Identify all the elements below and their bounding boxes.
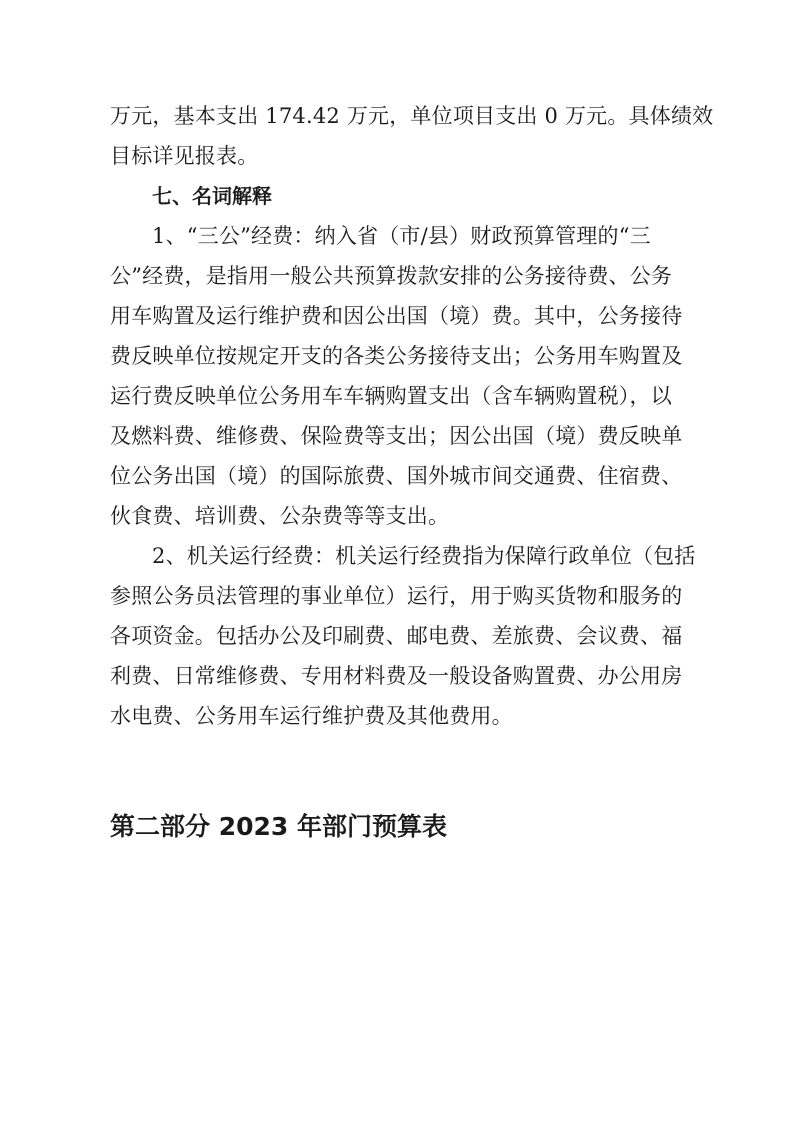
paragraph-line: 伙食费、培训费、公杂费等等支出。 bbox=[110, 504, 450, 528]
paragraph-line: 2、机关运行经费：机关运行经费指为保障行政单位（包括 bbox=[152, 544, 696, 568]
paragraph-line: 万元，基本支出 174.42 万元，单位项目支出 0 万元。具体绩效 bbox=[110, 104, 714, 128]
paragraph-line: 位公务出国（境）的国际旅费、国外城市间交通费、住宿费、 bbox=[110, 464, 683, 488]
document-body bbox=[110, 96, 714, 736]
paragraph-line: 公”经费，是指用一般公共预算拨款安排的公务接待费、公务 bbox=[110, 264, 673, 288]
paragraph-line: 用车购置及运行维护费和因公出国（境）费。其中，公务接待 bbox=[110, 304, 683, 328]
paragraph-line: 及燃料费、维修费、保险费等支出；因公出国（境）费反映单 bbox=[110, 424, 683, 448]
paragraph-line: 水电费、公务用车运行维护费及其他费用。 bbox=[110, 704, 513, 728]
paragraph-line: 1、“三公”经费：纳入省（市/县）财政预算管理的“三 bbox=[152, 224, 651, 248]
paragraph-line: 运行费反映单位公务用车车辆购置支出（含车辆购置税），以 bbox=[110, 384, 672, 408]
paragraph-line: 费反映单位按规定开支的各类公务接待支出；公务用车购置及 bbox=[110, 344, 683, 368]
paragraph-line: 参照公务员法管理的事业单位）运行，用于购买货物和服务的 bbox=[110, 584, 683, 608]
paragraph-line: 目标详见报表。 bbox=[110, 144, 259, 168]
paragraph-line: 各项资金。包括办公及印刷费、邮电费、差旅费、会议费、福 bbox=[110, 624, 683, 648]
part-title: 第二部分 2023 年部门预算表 bbox=[110, 812, 447, 841]
section-heading: 七、名词解释 bbox=[152, 184, 272, 208]
paragraph-line: 利费、日常维修费、专用材料费及一般设备购置费、办公用房 bbox=[110, 664, 683, 688]
